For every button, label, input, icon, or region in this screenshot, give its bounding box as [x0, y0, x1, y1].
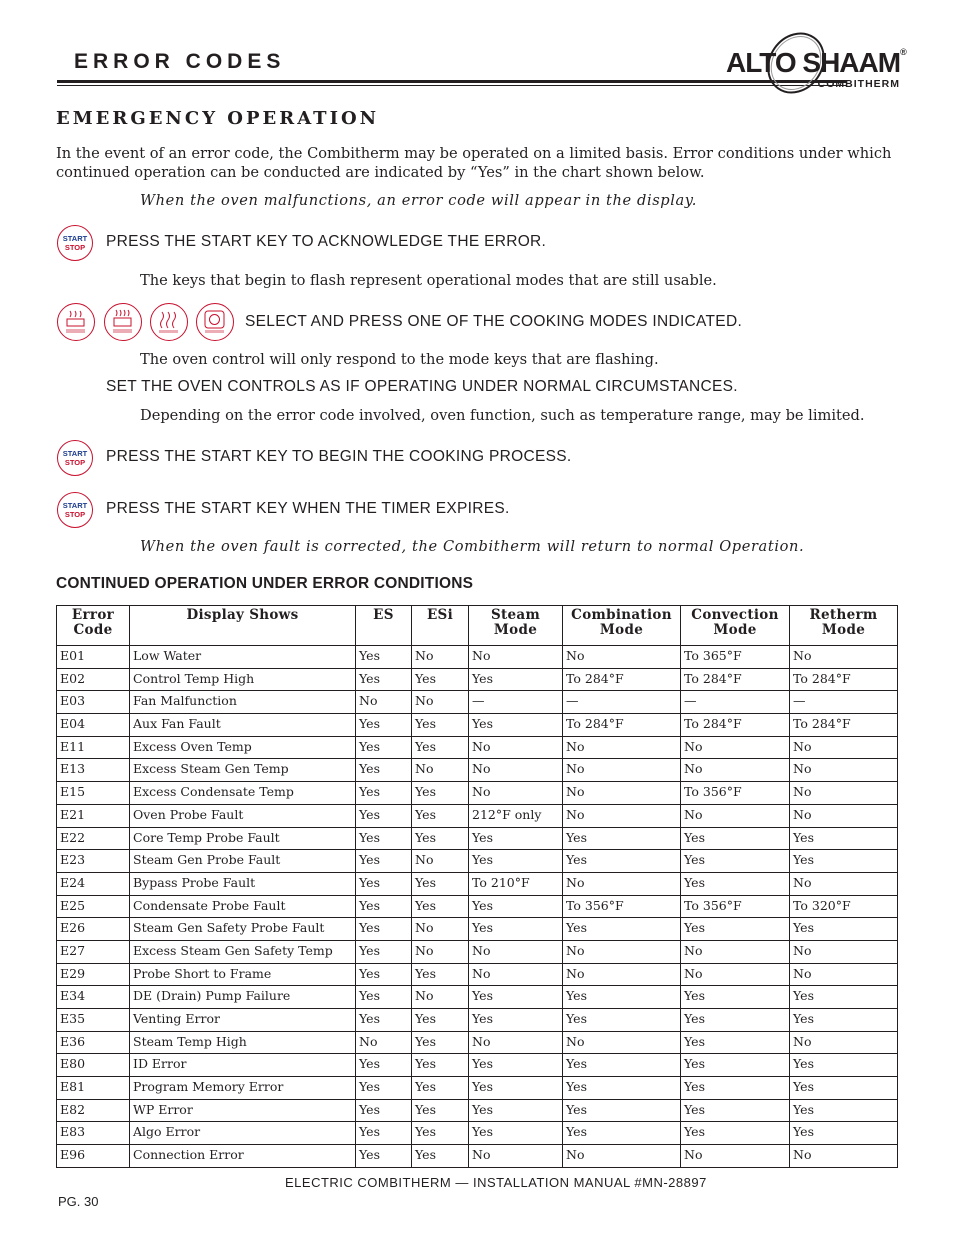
cell-steam: No: [469, 646, 563, 669]
cell-esi: No: [412, 759, 469, 782]
table-heading: CONTINUED OPERATION UNDER ERROR CONDITIONS: [56, 575, 474, 592]
cell-error-code: E34: [57, 986, 130, 1009]
cell-display-shows: Excess Condensate Temp: [130, 782, 356, 805]
cell-steam: Yes: [469, 1122, 563, 1145]
cell-retherm: No: [790, 736, 898, 759]
cell-steam: No: [469, 1031, 563, 1054]
header-retherm-mode: Retherm Mode: [790, 606, 898, 646]
cell-retherm: No: [790, 782, 898, 805]
malfunction-note: When the oven malfunctions, an error code will appear in the display.: [140, 192, 697, 209]
table-row: [57, 1031, 898, 1054]
step-timer-expires: PRESS THE START KEY WHEN THE TIMER EXPIRES.: [106, 500, 510, 517]
cell-display-shows: Excess Steam Gen Safety Temp: [130, 940, 356, 963]
cell-combination: —: [563, 691, 681, 714]
cell-retherm: Yes: [790, 1099, 898, 1122]
footer-manual: ELECTRIC COMBITHERM — INSTALLATION MANUAL #MN-28897: [285, 1175, 707, 1190]
cell-steam: No: [469, 759, 563, 782]
table-row: [57, 736, 898, 759]
cell-convection: Yes: [681, 986, 790, 1009]
cell-error-code: E26: [57, 918, 130, 941]
cell-esi: Yes: [412, 1054, 469, 1077]
cell-esi: No: [412, 940, 469, 963]
table-row: [57, 668, 898, 691]
header-convection-mode: Convection Mode: [681, 606, 790, 646]
cell-convection: To 365°F: [681, 646, 790, 669]
cell-combination: Yes: [563, 1077, 681, 1100]
cell-combination: Yes: [563, 918, 681, 941]
cell-error-code: E22: [57, 827, 130, 850]
cell-combination: Yes: [563, 1054, 681, 1077]
cell-combination: No: [563, 1145, 681, 1168]
cell-steam: Yes: [469, 1009, 563, 1032]
cell-combination: Yes: [563, 827, 681, 850]
cell-es: Yes: [356, 895, 412, 918]
cell-es: Yes: [356, 736, 412, 759]
cell-display-shows: Probe Short to Frame: [130, 963, 356, 986]
cell-combination: Yes: [563, 986, 681, 1009]
cell-error-code: E81: [57, 1077, 130, 1100]
cell-convection: Yes: [681, 918, 790, 941]
cell-convection: To 356°F: [681, 895, 790, 918]
error-codes-table: [56, 605, 898, 1168]
cell-error-code: E25: [57, 895, 130, 918]
cell-retherm: No: [790, 1031, 898, 1054]
step-begin-cooking: PRESS THE START KEY TO BEGIN THE COOKING PROCESS.: [106, 448, 572, 465]
table-row: [57, 646, 898, 669]
cell-esi: Yes: [412, 736, 469, 759]
cell-combination: No: [563, 940, 681, 963]
cell-es: Yes: [356, 1145, 412, 1168]
cell-convection: Yes: [681, 850, 790, 873]
cell-display-shows: Venting Error: [130, 1009, 356, 1032]
cell-combination: No: [563, 646, 681, 669]
cell-retherm: No: [790, 963, 898, 986]
cell-error-code: E82: [57, 1099, 130, 1122]
cell-error-code: E80: [57, 1054, 130, 1077]
cell-error-code: E03: [57, 691, 130, 714]
step-select-mode: SELECT AND PRESS ONE OF THE COOKING MODES INDICATED.: [245, 313, 743, 330]
cell-display-shows: DE (Drain) Pump Failure: [130, 986, 356, 1009]
note-function-limited: Depending on the error code involved, oven function, such as temperature range, may be limited.: [140, 407, 865, 424]
start-stop-key-icon: START STOP: [57, 492, 93, 528]
cell-error-code: E02: [57, 668, 130, 691]
cell-display-shows: Steam Gen Safety Probe Fault: [130, 918, 356, 941]
cell-error-code: E24: [57, 872, 130, 895]
cell-error-code: E15: [57, 782, 130, 805]
table-row: [57, 1077, 898, 1100]
cell-convection: To 284°F: [681, 714, 790, 737]
cell-convection: —: [681, 691, 790, 714]
cell-esi: Yes: [412, 895, 469, 918]
cell-display-shows: WP Error: [130, 1099, 356, 1122]
cell-display-shows: ID Error: [130, 1054, 356, 1077]
table-row: [57, 782, 898, 805]
alto-shaam-logo: [726, 30, 904, 96]
cell-convection: Yes: [681, 827, 790, 850]
start-stop-key-icon: START STOP: [57, 440, 93, 476]
cell-steam: No: [469, 736, 563, 759]
cell-retherm: Yes: [790, 1009, 898, 1032]
page-number: PG. 30: [58, 1194, 99, 1209]
header-es: ES: [356, 606, 412, 646]
cell-es: Yes: [356, 1122, 412, 1145]
cell-esi: No: [412, 918, 469, 941]
step-acknowledge-error: PRESS THE START KEY TO ACKNOWLEDGE THE ERROR.: [106, 233, 547, 250]
table-row: [57, 804, 898, 827]
start-stop-key-icon: START STOP: [57, 225, 93, 261]
cell-esi: Yes: [412, 1031, 469, 1054]
cell-convection: Yes: [681, 1009, 790, 1032]
table-row: [57, 895, 898, 918]
cell-error-code: E01: [57, 646, 130, 669]
cell-es: Yes: [356, 782, 412, 805]
cell-combination: Yes: [563, 1009, 681, 1032]
note-mode-keys: The oven control will only respond to the mode keys that are flashing.: [140, 351, 659, 368]
cell-es: Yes: [356, 918, 412, 941]
table-row: [57, 1145, 898, 1168]
cell-esi: Yes: [412, 1145, 469, 1168]
cell-steam: —: [469, 691, 563, 714]
cell-retherm: Yes: [790, 1054, 898, 1077]
cell-steam: Yes: [469, 918, 563, 941]
cell-retherm: No: [790, 759, 898, 782]
cell-es: Yes: [356, 646, 412, 669]
cell-convection: No: [681, 804, 790, 827]
cell-display-shows: Control Temp High: [130, 668, 356, 691]
cell-error-code: E35: [57, 1009, 130, 1032]
table-row: [57, 1009, 898, 1032]
cell-esi: No: [412, 691, 469, 714]
page-header-title: ERROR CODES: [74, 50, 286, 73]
table-row: [57, 1122, 898, 1145]
cell-combination: To 284°F: [563, 668, 681, 691]
cell-steam: Yes: [469, 986, 563, 1009]
cell-retherm: To 320°F: [790, 895, 898, 918]
cell-steam: No: [469, 963, 563, 986]
cell-es: Yes: [356, 963, 412, 986]
cell-retherm: Yes: [790, 1077, 898, 1100]
cell-display-shows: Fan Malfunction: [130, 691, 356, 714]
cell-es: No: [356, 691, 412, 714]
cell-esi: No: [412, 646, 469, 669]
table-row: [57, 918, 898, 941]
cell-es: Yes: [356, 759, 412, 782]
logo-wordmark: ALTO SHAAM®: [726, 47, 906, 78]
cell-retherm: No: [790, 804, 898, 827]
table-row: [57, 714, 898, 737]
cell-combination: No: [563, 872, 681, 895]
cell-convection: Yes: [681, 1031, 790, 1054]
cell-convection: No: [681, 963, 790, 986]
cell-combination: No: [563, 736, 681, 759]
cell-steam: Yes: [469, 1077, 563, 1100]
cell-combination: No: [563, 759, 681, 782]
cell-display-shows: Condensate Probe Fault: [130, 895, 356, 918]
cell-display-shows: Aux Fan Fault: [130, 714, 356, 737]
cell-steam: No: [469, 782, 563, 805]
cell-steam: Yes: [469, 850, 563, 873]
header-steam-mode: Steam Mode: [469, 606, 563, 646]
cell-esi: Yes: [412, 963, 469, 986]
table-row: [57, 827, 898, 850]
cell-retherm: To 284°F: [790, 668, 898, 691]
cell-convection: Yes: [681, 1099, 790, 1122]
cell-steam: Yes: [469, 668, 563, 691]
cell-esi: Yes: [412, 872, 469, 895]
cell-retherm: Yes: [790, 850, 898, 873]
cell-retherm: No: [790, 646, 898, 669]
cell-steam: No: [469, 940, 563, 963]
cell-es: Yes: [356, 850, 412, 873]
retherm-mode-icon: [196, 303, 234, 341]
cell-display-shows: Low Water: [130, 646, 356, 669]
cell-combination: To 284°F: [563, 714, 681, 737]
cell-steam: Yes: [469, 895, 563, 918]
table-row: [57, 759, 898, 782]
cell-error-code: E21: [57, 804, 130, 827]
convection-mode-icon: [150, 303, 188, 341]
cell-steam: Yes: [469, 1054, 563, 1077]
cell-es: Yes: [356, 714, 412, 737]
cell-es: Yes: [356, 1009, 412, 1032]
cell-es: Yes: [356, 668, 412, 691]
cell-steam: To 210°F: [469, 872, 563, 895]
cell-es: No: [356, 1031, 412, 1054]
cell-display-shows: Steam Gen Probe Fault: [130, 850, 356, 873]
table-row: [57, 963, 898, 986]
cell-es: Yes: [356, 1077, 412, 1100]
cell-convection: To 284°F: [681, 668, 790, 691]
header-combination-mode: Combination Mode: [563, 606, 681, 646]
header-esi: ESi: [412, 606, 469, 646]
table-row: [57, 940, 898, 963]
cell-es: Yes: [356, 804, 412, 827]
cell-esi: Yes: [412, 1099, 469, 1122]
table-row: [57, 850, 898, 873]
cell-steam: No: [469, 1145, 563, 1168]
cell-esi: Yes: [412, 714, 469, 737]
cell-convection: To 356°F: [681, 782, 790, 805]
cell-esi: Yes: [412, 1009, 469, 1032]
header-display-shows: Display Shows: [130, 606, 356, 646]
cell-retherm: Yes: [790, 827, 898, 850]
note-flashing-keys: The keys that begin to flash represent operational modes that are still usable.: [140, 272, 717, 289]
cell-steam: Yes: [469, 827, 563, 850]
fault-corrected-note: When the oven fault is corrected, the Combitherm will return to normal Operation.: [140, 538, 805, 555]
cell-combination: Yes: [563, 850, 681, 873]
cell-display-shows: Program Memory Error: [130, 1077, 356, 1100]
table-row: [57, 1099, 898, 1122]
cell-combination: To 356°F: [563, 895, 681, 918]
cell-error-code: E29: [57, 963, 130, 986]
cell-esi: Yes: [412, 782, 469, 805]
step-set-controls: SET THE OVEN CONTROLS AS IF OPERATING UNDER NORMAL CIRCUMSTANCES.: [106, 378, 738, 395]
cell-esi: Yes: [412, 1122, 469, 1145]
cell-es: Yes: [356, 940, 412, 963]
cell-display-shows: Algo Error: [130, 1122, 356, 1145]
cell-display-shows: Excess Steam Gen Temp: [130, 759, 356, 782]
cell-retherm: To 284°F: [790, 714, 898, 737]
cell-esi: Yes: [412, 668, 469, 691]
cell-retherm: No: [790, 1145, 898, 1168]
cell-error-code: E04: [57, 714, 130, 737]
cell-convection: No: [681, 1145, 790, 1168]
combination-mode-icon: [104, 303, 142, 341]
cell-es: Yes: [356, 872, 412, 895]
cell-combination: No: [563, 804, 681, 827]
cell-combination: No: [563, 1031, 681, 1054]
cell-error-code: E27: [57, 940, 130, 963]
cell-convection: Yes: [681, 872, 790, 895]
steam-mode-icon: [57, 303, 95, 341]
cell-display-shows: Connection Error: [130, 1145, 356, 1168]
cell-display-shows: Bypass Probe Fault: [130, 872, 356, 895]
section-title: EMERGENCY OPERATION: [56, 108, 380, 129]
cell-retherm: No: [790, 872, 898, 895]
cell-combination: No: [563, 963, 681, 986]
cell-convection: Yes: [681, 1054, 790, 1077]
cell-retherm: Yes: [790, 918, 898, 941]
cell-error-code: E36: [57, 1031, 130, 1054]
cell-esi: Yes: [412, 1077, 469, 1100]
table-header-row: [57, 606, 898, 646]
cell-combination: Yes: [563, 1122, 681, 1145]
cell-steam: 212°F only: [469, 804, 563, 827]
table-row: [57, 691, 898, 714]
cell-convection: Yes: [681, 1122, 790, 1145]
cell-convection: Yes: [681, 1077, 790, 1100]
cell-retherm: Yes: [790, 1122, 898, 1145]
cell-error-code: E83: [57, 1122, 130, 1145]
table-body: [57, 646, 898, 1168]
cell-display-shows: Steam Temp High: [130, 1031, 356, 1054]
cell-es: Yes: [356, 986, 412, 1009]
table-row: [57, 872, 898, 895]
cell-display-shows: Core Temp Probe Fault: [130, 827, 356, 850]
table-row: [57, 1054, 898, 1077]
header-error-code: Error Code: [57, 606, 130, 646]
logo-subtitle: COMBITHERM: [817, 78, 900, 90]
cell-esi: Yes: [412, 827, 469, 850]
cell-combination: Yes: [563, 1099, 681, 1122]
cell-es: Yes: [356, 827, 412, 850]
cell-error-code: E11: [57, 736, 130, 759]
cell-es: Yes: [356, 1099, 412, 1122]
table-row: [57, 986, 898, 1009]
cell-error-code: E96: [57, 1145, 130, 1168]
cell-display-shows: Oven Probe Fault: [130, 804, 356, 827]
cell-steam: Yes: [469, 714, 563, 737]
cell-error-code: E13: [57, 759, 130, 782]
cell-error-code: E23: [57, 850, 130, 873]
cell-retherm: Yes: [790, 986, 898, 1009]
cell-steam: Yes: [469, 1099, 563, 1122]
cell-convection: No: [681, 940, 790, 963]
cell-retherm: No: [790, 940, 898, 963]
intro-paragraph: In the event of an error code, the Combitherm may be operated on a limited basis. Error conditions under which continued operation can be conducted are indicated by “Yes” in the chart shown below.: [56, 145, 892, 181]
cell-retherm: —: [790, 691, 898, 714]
cell-esi: No: [412, 850, 469, 873]
cell-convection: No: [681, 759, 790, 782]
cell-display-shows: Excess Oven Temp: [130, 736, 356, 759]
cell-convection: No: [681, 736, 790, 759]
cell-esi: Yes: [412, 804, 469, 827]
cell-es: Yes: [356, 1054, 412, 1077]
cell-combination: No: [563, 782, 681, 805]
cell-esi: No: [412, 986, 469, 1009]
